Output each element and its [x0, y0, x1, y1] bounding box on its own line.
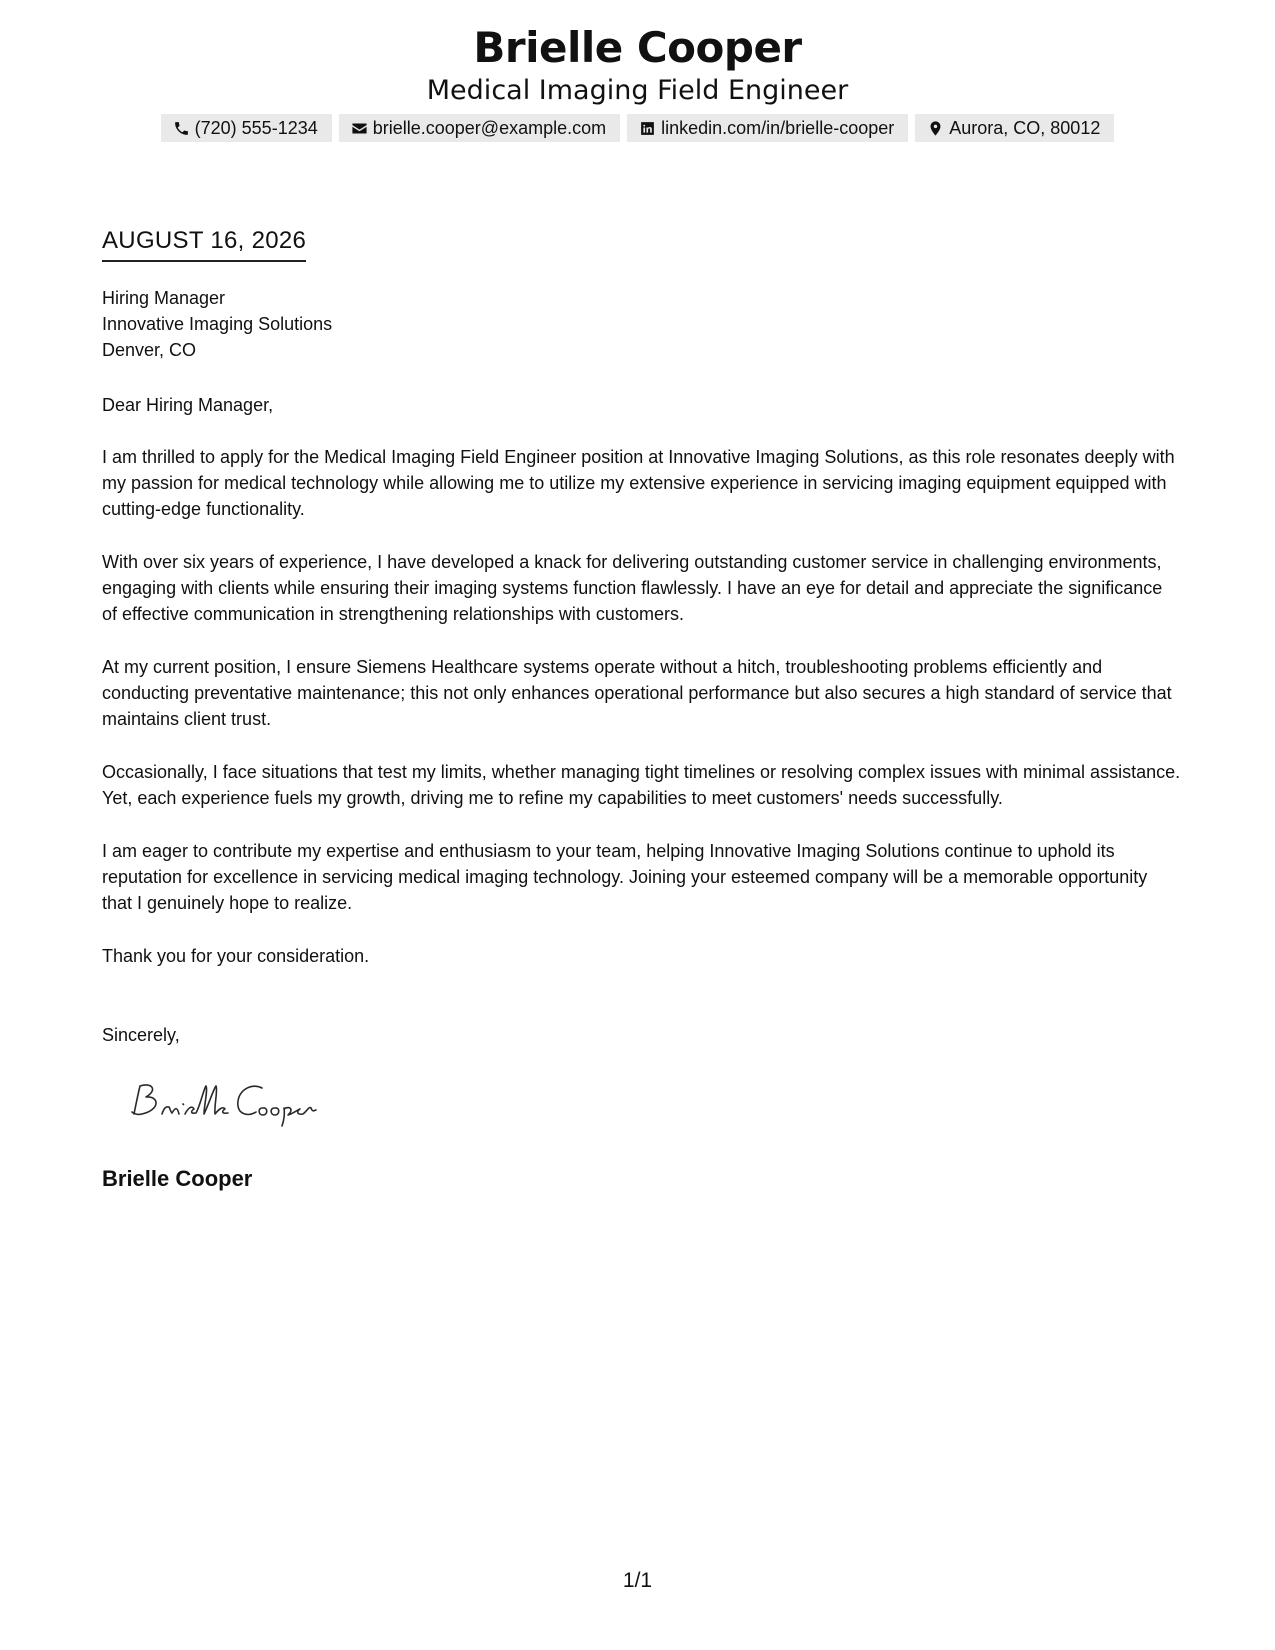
paragraph-text: At my current position, I ensure Siemens Healthcare systems operate without a hitch, troubleshooting problems efficiently and conducting preventative maintenance; this not only enhances operational performance but also secures a high standard of service that maintains client trust.: [102, 657, 1172, 729]
page-number: 1/1: [622, 1569, 653, 1592]
letter-header: [0, 22, 1275, 142]
contact-bar: [0, 114, 1275, 142]
paragraph-5: [102, 838, 1182, 916]
paragraph-text: With over six years of experience, I have developed a knack for delivering outstanding customer service in challenging environments, engaging with clients while ensuring their imaging systems function flawlessly. I have an eye for detail and appreciate the significance of effective communication in strengthening relationships with customers.: [102, 552, 1163, 624]
recipient-company: Innovative Imaging Solutions: [102, 314, 333, 334]
contact-location-text: Aurora, CO, 80012: [949, 118, 1101, 138]
recipient-block: [102, 285, 332, 363]
thanks-line: [102, 943, 1182, 969]
applicant-title: Medical Imaging Field Engineer: [426, 75, 849, 106]
linkedin-icon: [639, 120, 656, 137]
contact-linkedin-text: linkedin.com/in/brielle-cooper: [661, 118, 895, 138]
contact-phone: [161, 114, 332, 142]
paragraph-1: [102, 444, 1182, 522]
contact-location: [915, 114, 1114, 142]
recipient-location: Denver, CO: [102, 340, 197, 360]
envelope-icon: [351, 120, 368, 137]
closing-line: [102, 1022, 1182, 1048]
paragraph-3: [102, 654, 1182, 732]
paragraph-text: I am thrilled to apply for the Medical Imaging Field Engineer position at Innovative Imaging Solutions, as this role resonates deeply with my passion for medical technology while allowing me to utilize my extensive experience in servicing imaging equipment equipped with cutting-edge functionality.: [102, 447, 1175, 519]
closing-text: Sincerely,: [102, 1025, 180, 1045]
salutation-text: Dear Hiring Manager,: [102, 395, 274, 415]
contact-email: [339, 114, 620, 142]
phone-icon: [173, 120, 190, 137]
contact-linkedin: [627, 114, 908, 142]
paragraph-4: [102, 759, 1182, 811]
contact-phone-text: (720) 555-1234: [194, 118, 318, 138]
paragraph-text: Occasionally, I face situations that test my limits, whether managing tight timelines or resolving complex issues with minimal assistance. Yet, each experience fuels my growth, driving me to refine my capabilities to meet customers' needs successfully.: [102, 762, 1181, 808]
paragraph-text: I am eager to contribute my expertise and enthusiasm to your team, helping Innovative Imaging Solutions continue to uphold its reputation for excellence in servicing medical imaging technology. Joining your esteemed company will be a memorable opportunity that I genuinely hope to realize.: [102, 841, 1148, 913]
letter-date: AUGUST 16, 2026: [102, 226, 306, 262]
salutation: [102, 392, 1182, 418]
handwritten-signature: [122, 1078, 342, 1128]
recipient-title: Hiring Manager: [102, 288, 226, 308]
location-pin-icon: [927, 120, 944, 137]
thanks-text: Thank you for your consideration.: [102, 946, 370, 966]
contact-email-text: brielle.cooper@example.com: [372, 118, 607, 138]
applicant-name: Brielle Cooper: [473, 23, 802, 72]
signer-name: Brielle Cooper: [102, 1166, 253, 1191]
paragraph-2: [102, 549, 1182, 627]
